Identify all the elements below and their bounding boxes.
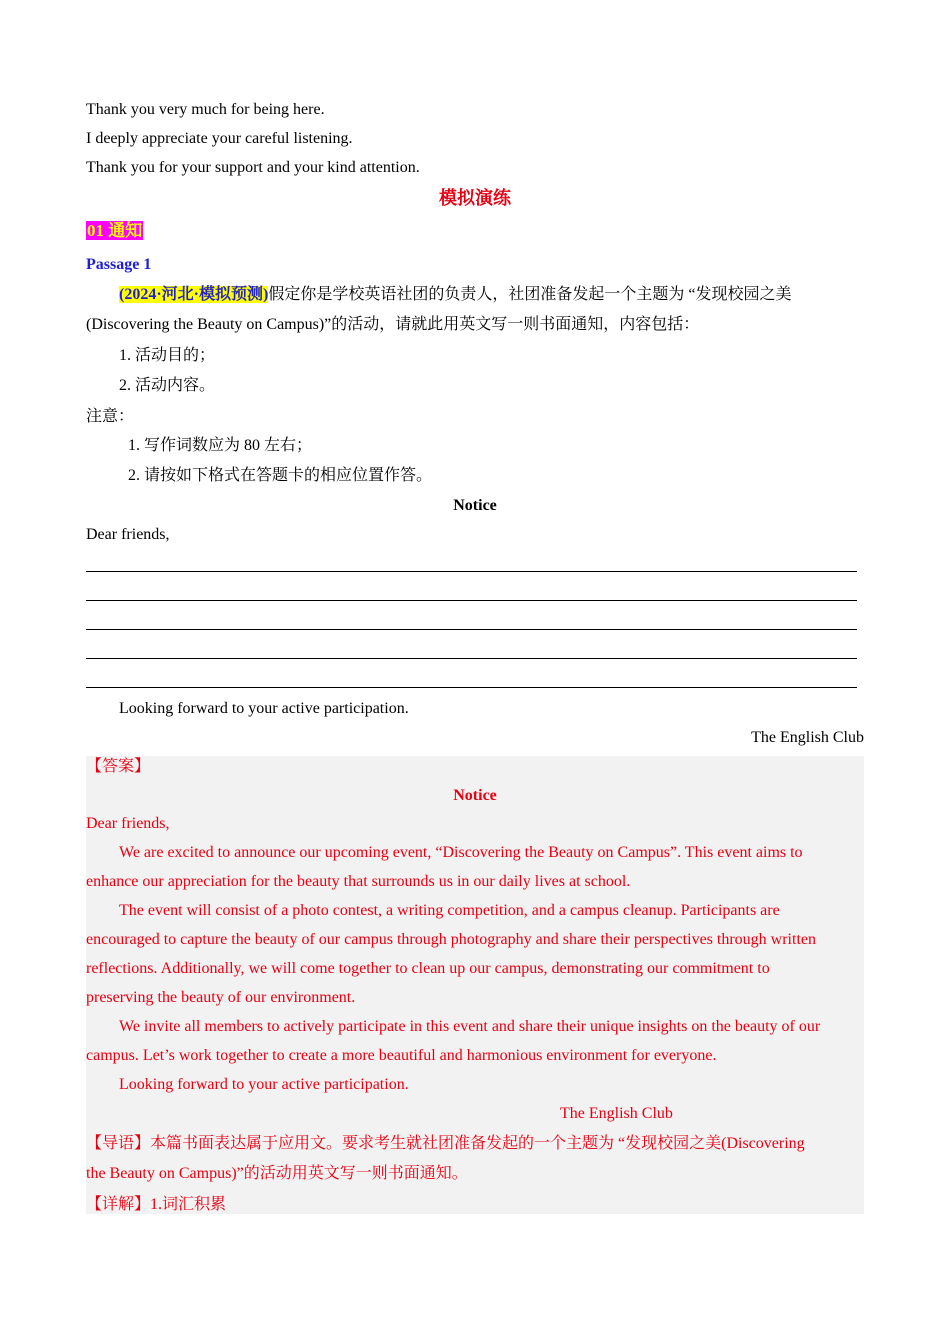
source-highlight: (2024·河北·模拟预测) <box>119 286 269 303</box>
answer-line: The event will consist of a photo contest, a writing competition, and a campus cleanup. Participants are <box>119 902 780 919</box>
blank-line <box>86 629 857 630</box>
answer-line: campus. Let’s work together to create a more beautiful and harmonious environment for everyone. <box>86 1047 717 1064</box>
answer-label: 【答案】 <box>86 758 151 775</box>
intro-line: I deeply appreciate your careful listening. <box>86 130 353 147</box>
note-item: 2. 请按如下格式在答题卡的相应位置作答。 <box>128 467 433 484</box>
template-title: Notice <box>453 497 497 514</box>
task-line-1 <box>119 285 791 305</box>
template-greeting: Dear friends, <box>86 526 170 543</box>
guide-line-1 <box>86 1134 805 1154</box>
task-text: 假定你是学校英语社团的负责人，社团准备发起一个主题为 “发现校园之美 <box>268 286 792 303</box>
answer-closing: Looking forward to your active participation. <box>119 1076 409 1093</box>
intro-line: Thank you for your support and your kind attention. <box>86 159 420 176</box>
guide-label: 【导语】 <box>86 1135 151 1152</box>
detail-text: 1.词汇积累 <box>150 1196 227 1213</box>
answer-line: We invite all members to actively participate in this event and share their unique insights on the beauty of our <box>119 1018 821 1035</box>
answer-line: reflections. Additionally, we will come together to clean up our campus, demonstrating our commitment to <box>86 960 770 977</box>
blank-line <box>86 571 857 572</box>
answer-line: enhance our appreciation for the beauty that surrounds us in our daily lives at school. <box>86 873 631 890</box>
intro-line: Thank you very much for being here. <box>86 101 325 118</box>
answer-line: preserving the beauty of our environment. <box>86 989 356 1006</box>
guide-text: 本篇书面表达属于应用文。要求考生就社团准备发起的一个主题为 “发现校园之美(Discovering <box>150 1135 805 1152</box>
blank-line <box>86 658 857 659</box>
note-label: 注意： <box>86 408 135 425</box>
task-point: 2. 活动内容。 <box>119 377 216 394</box>
answer-greeting: Dear friends, <box>86 815 170 832</box>
detail-label: 【详解】 <box>86 1196 151 1213</box>
section-title: 模拟演练 <box>439 188 511 208</box>
blank-line <box>86 600 857 601</box>
answer-line: encouraged to capture the beauty of our campus through photography and share their perspectives through written <box>86 931 816 948</box>
template-closing: Looking forward to your active participation. <box>119 700 409 717</box>
task-point: 1. 活动目的； <box>119 347 216 364</box>
section-tag-wrap <box>86 221 143 242</box>
answer-line: We are excited to announce our upcoming event, “Discovering the Beauty on Campus”. This event aims to <box>119 844 803 861</box>
guide-line-2: the Beauty on Campus)”的活动用英文写一则书面通知。 <box>86 1165 468 1182</box>
answer-signature: The English Club <box>560 1105 673 1122</box>
blank-line <box>86 687 857 688</box>
section-tag: 01 通知 <box>87 221 143 240</box>
answer-title: Notice <box>453 787 497 804</box>
note-item: 1. 写作词数应为 80 左右； <box>128 437 313 454</box>
template-signature: The English Club <box>751 729 864 746</box>
detail-line <box>86 1195 226 1215</box>
passage-label: Passage 1 <box>86 256 152 273</box>
task-line-2: (Discovering the Beauty on Campus)”的活动，请就此用英文写一则书面通知，内容包括： <box>86 316 700 333</box>
